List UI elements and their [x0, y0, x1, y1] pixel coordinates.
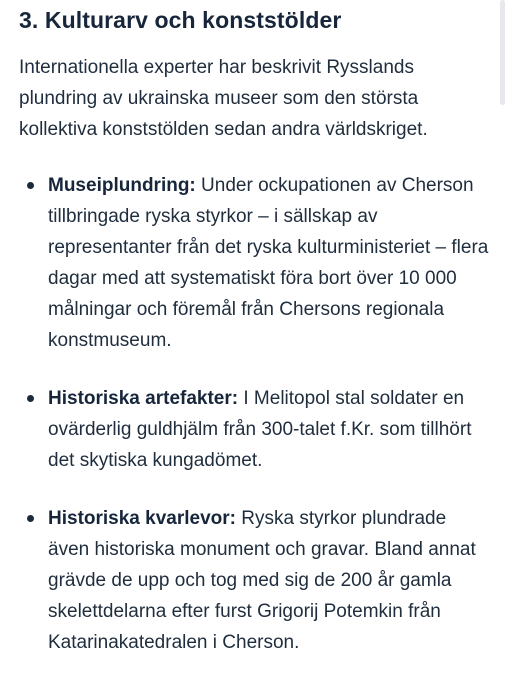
- bullet-item-historical-remains: [19, 503, 489, 658]
- intro-paragraph: Internationella experter har beskrivit Rysslands plundring av ukrainska museer som den största kollektiva konststölden sedan andra världskriget.: [19, 57, 428, 140]
- bullet-dot-icon: [27, 395, 34, 402]
- section-heading: 3. Kulturarv och konststölder: [19, 7, 342, 33]
- bullet-list: [19, 170, 489, 658]
- bullet-label: Museiplundring:: [48, 175, 196, 196]
- bullet-label: Historiska artefakter:: [48, 388, 239, 409]
- bullet-text: I Melitopol stal soldater en ovärderlig guldhjälm från 300-talet f.Kr. som tillhört det skytiska kungadömet.: [48, 388, 472, 471]
- bullet-text: Under ockupationen av Cherson tillbringade ryska styrkor – i sällskap av representanter från det ryska kulturministeriet – flera dagar med att systematiskt föra bort över 10 000 målningar och föremål från Chersons regionala konstmuseum.: [48, 175, 489, 351]
- scrollbar-thumb[interactable]: [500, 0, 505, 105]
- bullet-item-museum-looting: [19, 170, 489, 356]
- bullet-dot-icon: [27, 182, 34, 189]
- bullet-text: Ryska styrkor plundrade även historiska monument och gravar. Bland annat grävde de upp och tog med sig de 200 år gamla skelettdelarna efter furst Grigorij Potemkin från Katarinakatedralen i Cherson.: [48, 508, 476, 653]
- bullet-label: Historiska kvarlevor:: [48, 508, 236, 529]
- bullet-dot-icon: [27, 515, 34, 522]
- article-section: [19, 0, 489, 658]
- bullet-item-historical-artifacts: [19, 383, 489, 476]
